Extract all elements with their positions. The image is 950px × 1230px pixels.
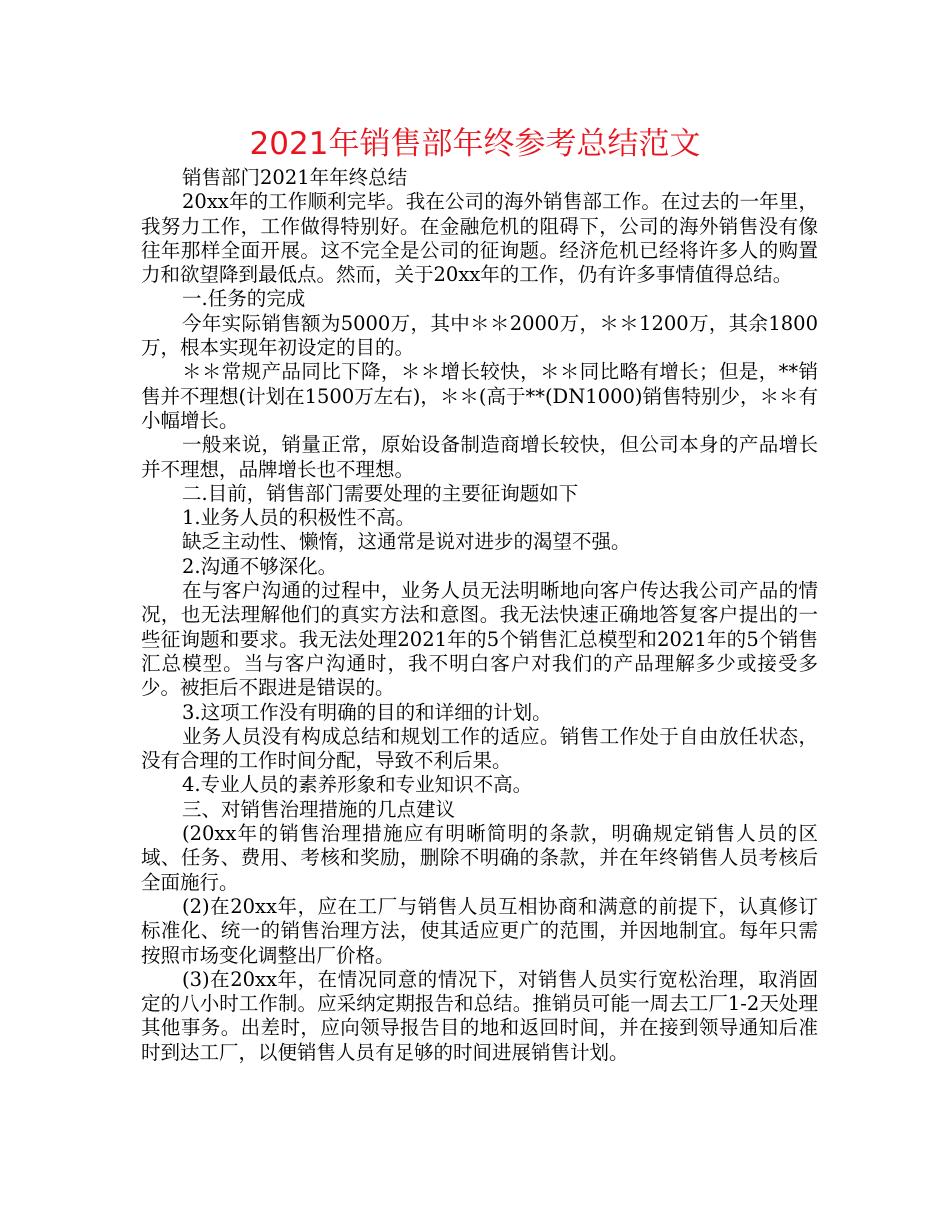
list-item-heading: 4.专业人员的素养形象和专业知识不高。 — [182, 773, 533, 797]
paragraph: ＊＊常规产品同比下降，＊＊增长较快，＊＊同比略有增长；但是，**销售并不理想(计划在1500万左右)，＊＊(高于**(DN1000)销售特别少，＊＊有小幅增长。 — [141, 360, 818, 432]
list-item-heading: 1.业务人员的积极性不高。 — [182, 506, 416, 530]
document-body — [141, 166, 818, 1065]
list-item-heading: 3.这项工作没有明确的目的和详细的计划。 — [182, 700, 552, 724]
paragraph: (2)在20xx年，应在工厂与销售人员互相协商和满意的前提下，认真修订标准化、统一的销售治理方法，使其适应更广的范围，并因地制宜。每年只需按照市场变化调整出厂价格。 — [141, 894, 818, 967]
paragraph-intro: 20xx年的工作顺利完毕。我在公司的海外销售部工作。在过去的一年里，我努力工作，工作做得特别好。在金融危机的阻碍下，公司的海外销售没有像往年那样全面开展。这不完全是公司的征询题。经济危机已经将许多人的购置力和欲望降到最低点。然而，关于20xx年的工作，仍有许多事情值得总结。 — [141, 190, 818, 287]
section-heading-2: 二.目前，销售部门需要处理的主要征询题如下 — [182, 481, 579, 505]
section-heading-3: 三、对销售治理措施的几点建议 — [182, 797, 456, 821]
paragraph: (20xx年的销售治理措施应有明晰简明的条款，明确规定销售人员的区域、任务、费用、考核和奖励，删除不明确的条款，并在年终销售人员考核后全面施行。 — [141, 822, 818, 894]
paragraph: 业务人员没有构成总结和规划工作的适应。销售工作处于自由放任状态，没有合理的工作时间分配，导致不利后果。 — [141, 724, 818, 773]
paragraph: 缺乏主动性、懒惰，这通常是说对进步的渴望不强。 — [182, 530, 631, 554]
document-title: 2021年销售部年终参考总结范文 — [249, 126, 701, 162]
paragraph: 一般来说，销量正常，原始设备制造商增长较快，但公司本身的产品增长并不理想，品牌增长也不理想。 — [141, 433, 818, 481]
section-heading-1: 一.任务的完成 — [182, 287, 306, 311]
paragraph-subtitle: 销售部门2021年年终总结 — [182, 166, 408, 189]
paragraph: 今年实际销售额为5000万，其中＊＊2000万，＊＊1200万，其余1800万，根本实现年初设定的目的。 — [141, 311, 818, 360]
paragraph: (3)在20xx年，在情况同意的情况下，对销售人员实行宽松治理，取消固定的八小时工作制。应采纳定期报告和总结。推销员可能一周去工厂1-2天处理其他事务。出差时，应向领导报告目的地和返回时间，并在接到领导通知后准时到达工厂，以便销售人员有足够的时间进展销售计划。 — [141, 967, 818, 1064]
list-item-heading: 2.沟通不够深化。 — [182, 554, 338, 578]
paragraph: 在与客户沟通的过程中，业务人员无法明晰地向客户传达我公司产品的情况，也无法理解他们的真实方法和意图。我无法快速正确地答复客户提出的一些征询题和要求。我无法处理2021年的5个销售汇总模型和2021年的5个销售汇总模型。当与客户沟通时，我不明白客户对我们的产品理解多少或接受多少。被拒后不跟进是错误的。 — [141, 579, 818, 700]
